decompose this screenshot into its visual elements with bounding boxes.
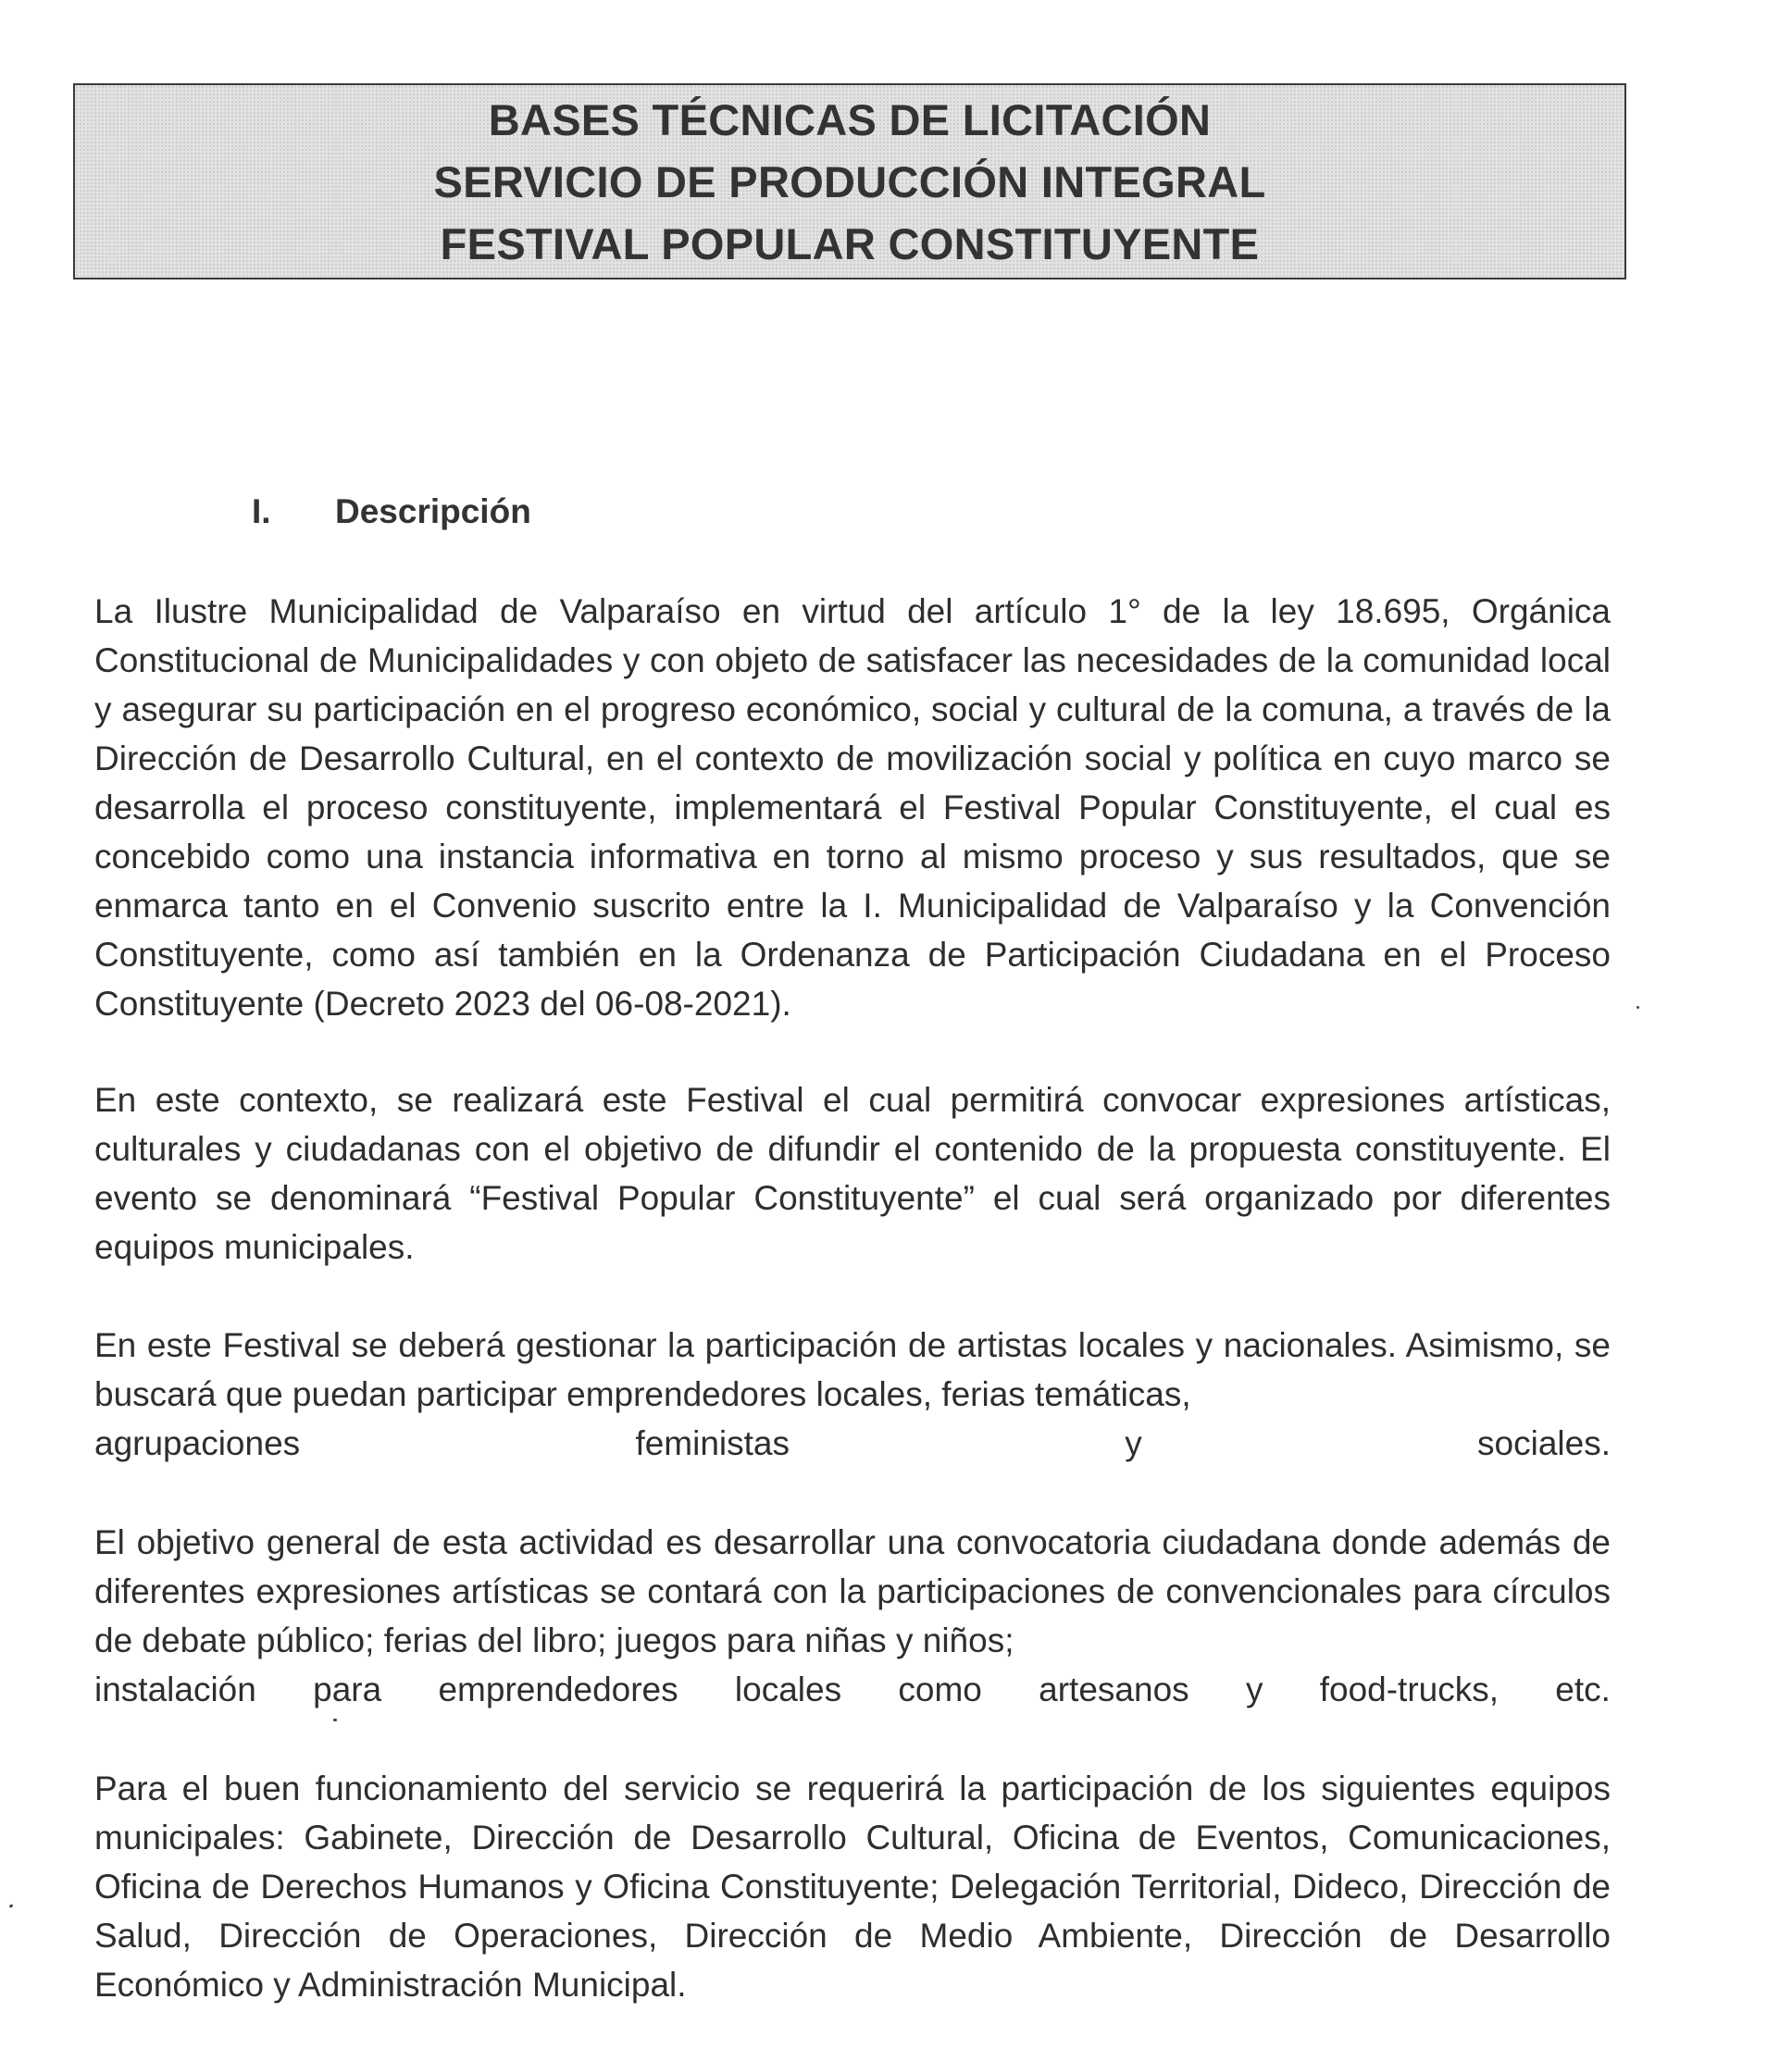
word: sociales. (1477, 1424, 1611, 1462)
section-title: Descripción (335, 492, 531, 530)
paragraph-teams: Para el buen funcionamiento del servicio se requerirá la participación de los siguientes equipos municipales: Gabinete, Dirección de Desarrollo Cultural, Oficina de Eventos, Comunicaciones, Oficina de Derechos Humanos y Oficina Constituyente; Delegación Territorial, Dideco, Dirección de Salud, Dirección de Operaciones, Dirección de Medio Ambiente, Dirección de Desarrollo Económico y Administración Municipal. (94, 1770, 1611, 2004)
title-line-3: FESTIVAL POPULAR CONSTITUYENTE (440, 218, 1260, 268)
word: artesanos (1039, 1670, 1189, 1708)
word: feministas (635, 1424, 790, 1462)
word: locales (734, 1670, 842, 1708)
paragraph-participation-main: En este Festival se deberá gestionar la participación de artistas locales y nacionales. Asimismo, se buscará que puedan participar emprendedores locales, ferias temáticas, (94, 1326, 1611, 1413)
word: y (1245, 1670, 1263, 1708)
title-line-2: SERVICIO DE PRODUCCIÓN INTEGRAL (433, 156, 1266, 206)
section-heading (252, 489, 531, 535)
scan-speck (333, 1719, 337, 1721)
word: etc. (1555, 1670, 1611, 1708)
paragraph-context: En este contexto, se realizará este Festival el cual permitirá convocar expresiones artísticas, culturales y ciudadanas con el objetivo de difundir el contenido de la propuesta constituyente. El evento se denominará “Festival Popular Constituyente” el cual será organizado por diferentes equipos municipales. (94, 1081, 1611, 1266)
section-number: I. (252, 492, 271, 530)
word: instalación (94, 1670, 256, 1708)
paragraph-participation-last-line (94, 1419, 1611, 1468)
word: y (1125, 1424, 1142, 1462)
word: food-trucks, (1319, 1670, 1500, 1708)
paragraph-participation (94, 1321, 1611, 1468)
title-line-1: BASES TÉCNICAS DE LICITACIÓN (488, 94, 1212, 144)
paragraph-objective-main: El objetivo general de esta actividad es desarrollar una convocatoria ciudadana donde además de diferentes expresiones artísticas se contará con la participaciones de convencionales para círculos de debate público; ferias del libro; juegos para niñas y niños; (94, 1523, 1611, 1659)
paragraph-objective-last-line (94, 1665, 1611, 1714)
title-box (73, 83, 1626, 279)
scan-speck (9, 1904, 14, 1908)
paragraph-objective (94, 1518, 1611, 1714)
word: agrupaciones (94, 1424, 301, 1462)
word: para (313, 1670, 382, 1708)
word: como (898, 1670, 982, 1708)
scan-speck (1636, 1006, 1639, 1009)
word: emprendedores (438, 1670, 678, 1708)
paragraph-description: La Ilustre Municipalidad de Valparaíso en virtud del artículo 1° de la ley 18.695, Orgánica Constitucional de Municipalidades y con objeto de satisfacer las necesidades de la comunidad local y asegurar su participación en el progreso económico, social y cultural de la comuna, a través de la Dirección de Desarrollo Cultural, en el contexto de movilización social y política en cuyo marco se desarrolla el proceso constituyente, implementará el Festival Popular Constituyente, el cual es concebido como una instancia informativa en torno al mismo proceso y sus resultados, que se enmarca tanto en el Convenio suscrito entre la I. Municipalidad de Valparaíso y la Convención Constituyente, como así también en la Ordenanza de Participación Ciudadana en el Proceso Constituyente (Decreto 2023 del 06-08-2021). (94, 592, 1611, 1023)
